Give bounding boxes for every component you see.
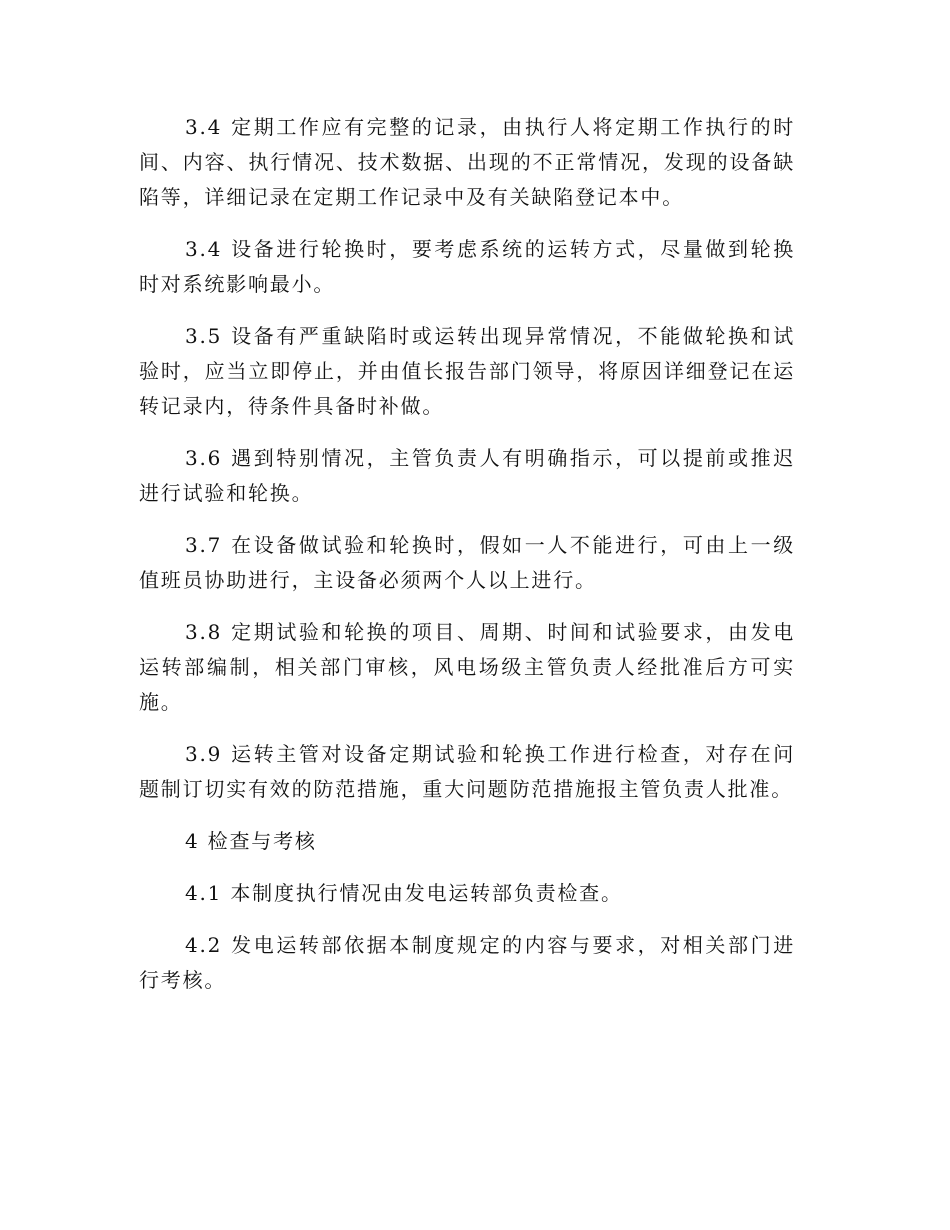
paragraph-3-8: 3.8 定期试验和轮换的项目、周期、时间和试验要求，由发电运转部编制，相关部门审核，风电场级主管负责人经批准后方可实施。 — [139, 620, 795, 714]
document-body — [139, 110, 795, 1015]
paragraph-4-2: 4.2 发电运转部依据本制度规定的内容与要求，对相关部门进行考核。 — [139, 933, 795, 992]
paragraph-3-7: 3.7 在设备做试验和轮换时，假如一人不能进行，可由上一级值班员协助进行，主设备必须两个人以上进行。 — [139, 533, 795, 592]
paragraph-3-5: 3.5 设备有严重缺陷时或运转出现异常情况，不能做轮换和试验时，应当立即停止，并由值长报告部门领导，将原因详细登记在运转记录内，待条件具备时补做。 — [139, 324, 795, 418]
paragraph-3-4-rotation: 3.4 设备进行轮换时，要考虑系统的运转方式，尽量做到轮换时对系统影响最小。 — [139, 237, 795, 296]
paragraph-3-6: 3.6 遇到特别情况，主管负责人有明确指示，可以提前或推迟进行试验和轮换。 — [139, 446, 795, 505]
paragraph-3-9: 3.9 运转主管对设备定期试验和轮换工作进行检查，对存在问题制订切实有效的防范措施，重大问题防范措施报主管负责人批准。 — [139, 742, 795, 801]
paragraph-4-1: 4.1 本制度执行情况由发电运转部负责检查。 — [185, 881, 623, 905]
paragraph-3-4-records: 3.4 定期工作应有完整的记录，由执行人将定期工作执行的时间、内容、执行情况、技术数据、出现的不正常情况，发现的设备缺陷等，详细记录在定期工作记录中及有关缺陷登记本中。 — [139, 115, 795, 209]
section-heading-4: 4 检查与考核 — [185, 829, 317, 853]
